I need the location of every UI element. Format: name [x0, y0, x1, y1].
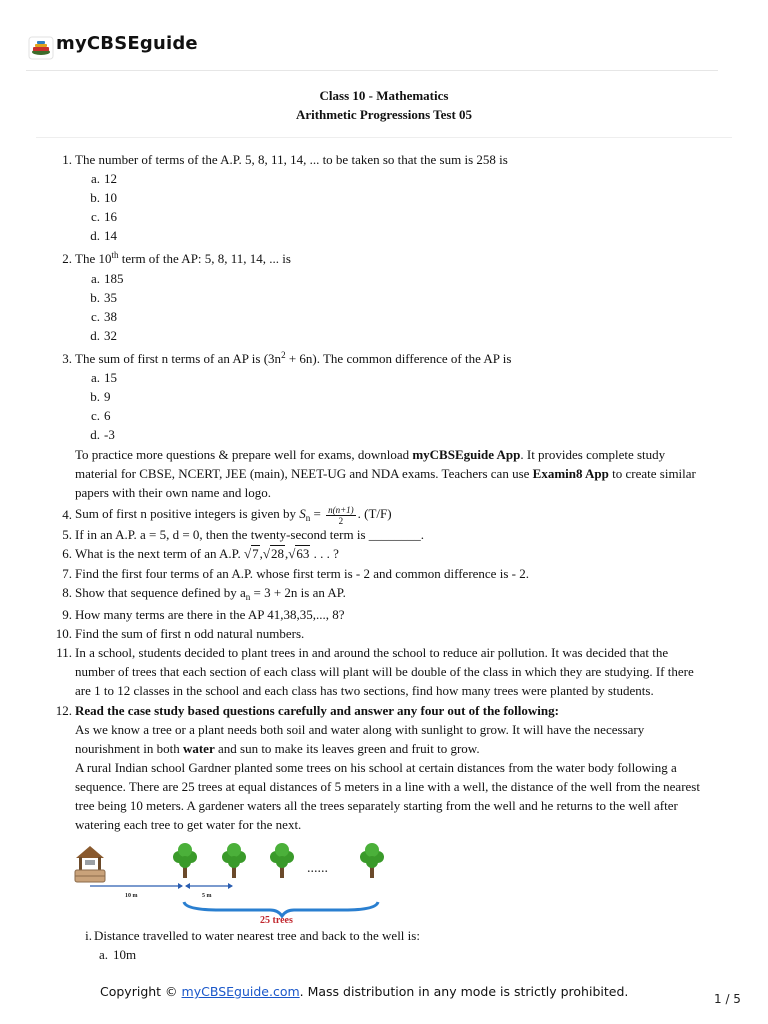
page-header [26, 30, 718, 71]
option-label: c. [90, 209, 100, 224]
sub-question-text: Distance travelled to water nearest tree and back to the well is: [94, 928, 420, 943]
option-label: c. [90, 309, 100, 324]
option-label: a. [90, 370, 100, 385]
fraction: $\frac{n(n+1)}{2}$ [328, 504, 354, 526]
square-root: √7 [243, 546, 259, 561]
case-study-text: nourishment in both water and sun to make its leaves green and fruit to grow. [75, 741, 480, 756]
copyright-notice: Copyright © myCBSEguide.com. Mass distribution in any mode is strictly prohibited. [100, 984, 629, 999]
question-number: 10. [55, 626, 72, 641]
option-label: b. [90, 190, 100, 205]
square-root: √28 [262, 546, 284, 561]
well-icon [75, 846, 105, 882]
question-text: are 1 to 12 classes in the school and each class has two sections, find how many trees were planted by students. [75, 683, 654, 698]
option-text: -3 [104, 427, 115, 442]
option-label: a. [98, 947, 108, 962]
promo-text: papers with their own name and logo. [75, 485, 272, 500]
option-text: 10 [104, 190, 117, 205]
question-text: Show that sequence defined by $a_n = 3 + 2n$ is an AP. [75, 585, 346, 602]
dots-label: ...... [307, 861, 328, 876]
test-title: Arithmetic Progressions Test 05 [295, 107, 473, 122]
option-text: 16 [104, 209, 117, 224]
question-text: In a school, students decided to plant trees in and around the school to reduce air pollution. It was decided that the [75, 645, 669, 660]
tree-icon [173, 843, 197, 878]
document-titles [36, 86, 732, 124]
trees-well-figure [70, 840, 400, 926]
question-text: Find the first four terms of an A.P. whose first term is - 2 and common difference is - 2. [75, 566, 529, 581]
curly-brace [184, 902, 378, 916]
option-label: a. [90, 271, 100, 286]
sub-question-number: i. [85, 928, 92, 943]
question-number: 2. [62, 251, 72, 266]
option-text: 9 [104, 389, 111, 404]
option-text: 12 [104, 171, 117, 186]
question-number: 5. [62, 527, 72, 542]
class-title: Class 10 - Mathematics [319, 88, 449, 103]
case-study-heading: Read the case study based questions carefully and answer any four out of the following: [75, 703, 559, 718]
question-number: 8. [62, 585, 72, 600]
question-text: What is the next term of an A.P. √7,√28,√63 . . . ? [75, 546, 339, 561]
mycbseguide-link[interactable]: myCBSEguide.com [181, 984, 300, 999]
page-number: 1 / 5 [714, 992, 741, 1006]
arrow-head [178, 883, 183, 889]
option-text: 35 [104, 290, 117, 305]
option-label: c. [90, 408, 100, 423]
mycbseguide-logo-icon [28, 36, 54, 60]
app-name: Examin8 App [532, 466, 609, 481]
tree-icon [270, 843, 294, 878]
question-text: Find the sum of first n odd natural numbers. [75, 626, 305, 641]
option-label: b. [90, 389, 100, 404]
tree-icon [360, 843, 384, 878]
case-study-text: sequence. There are 25 trees at equal distances of 5 meters in a line with a well, the distance of the well from the nearest [75, 779, 700, 794]
square-root: √63 [288, 546, 310, 561]
case-study-text: watering each tree to get water for the next. [75, 817, 302, 832]
question-number: 6. [62, 546, 72, 561]
question-text: number of trees that each section of each class will plant will be double of the class in which they are studying. If there [75, 664, 694, 679]
case-study-text: tree being 10 meters. A gardener waters all the trees separately starting from the well and he returns to the well after [75, 798, 678, 813]
option-text: 6 [104, 408, 111, 423]
option-label: d. [90, 228, 100, 243]
case-study-text: As we know a tree or a plant needs both soil and water along with sunlight to grow. It will have the necessary [75, 722, 645, 737]
question-number: 3. [62, 351, 72, 366]
question-text: How many terms are there in the AP 41,38,35,..., 8? [75, 607, 345, 622]
distance-label-10m: 10 m [125, 893, 138, 899]
trees-caption: 25 trees [260, 915, 293, 926]
arrow-head [228, 883, 233, 889]
question-text: The 10th term of the AP: 5, 8, 11, 14, ... is [75, 250, 291, 266]
question-text: The number of terms of the A.P. 5, 8, 11, 14, ... to be taken so that the sum is 258 is [75, 152, 508, 167]
case-study-text: A rural Indian school Gardner planted some trees on his school at certain distances from the water body following a [75, 760, 677, 775]
option-label: b. [90, 290, 100, 305]
question-number: 9. [62, 607, 72, 622]
tree-icon [222, 843, 246, 878]
question-number: 11. [56, 645, 72, 660]
option-label: d. [90, 328, 100, 343]
promo-text: To practice more questions & prepare well for exams, download myCBSEguide App. It provides complete study [75, 447, 666, 462]
option-text: 185 [104, 271, 124, 286]
question-text: The sum of first n terms of an AP is $(3n^2 + 6n)$. The common difference of the AP is [75, 350, 512, 366]
option-label: a. [90, 171, 100, 186]
option-text: 14 [104, 228, 117, 243]
brand-name: myCBSEguide [56, 33, 198, 54]
arrow-head [185, 883, 190, 889]
question-number: 7. [62, 566, 72, 581]
app-name: myCBSEguide App [412, 447, 521, 462]
distance-label-5m: 5 m [202, 893, 212, 899]
question-number: 12. [55, 703, 72, 718]
question-number: 1. [62, 152, 72, 167]
question-text: If in an A.P. a = 5, d = 0, then the twenty-second term is ________. [75, 527, 425, 542]
promo-text: material for CBSE, NCERT, JEE (main), NEET-UG and NDA exams. Teachers can use Examin8 App to create similar [75, 466, 696, 481]
option-text: 10m [113, 947, 137, 962]
question-number: 4. [62, 507, 72, 522]
option-text: 15 [104, 370, 117, 385]
option-text: 38 [104, 309, 117, 324]
question-text: Sum of first n positive integers is given by $S_n$ = $\frac{n(n+1)}{2}$ . (T/F) [75, 504, 392, 526]
option-label: d. [90, 427, 100, 442]
option-text: 32 [104, 328, 117, 343]
title-divider [36, 137, 732, 138]
